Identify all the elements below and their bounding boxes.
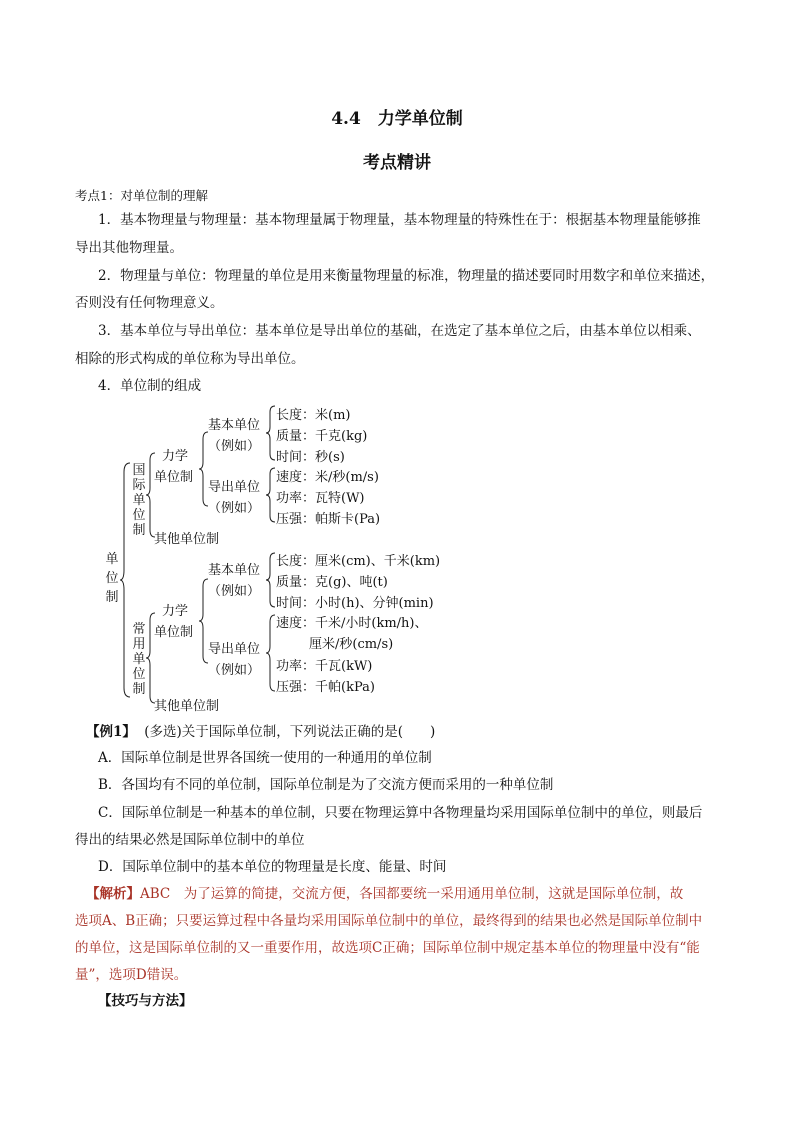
common-base-mass: 质量：克(g)、吨(t) [276,575,388,590]
paragraph-3-line-1: 3．基本单位与导出单位：基本单位是导出单位的基础，在选定了基本单位之后，由基本单位以相乘、 [98,323,701,339]
tree-intl-label [131,463,147,538]
paragraph-4: 4．单位制的组成 [98,378,202,394]
intl-other: 其他单位制 [154,532,220,547]
intl-base-time: 时间：秒(s) [276,450,345,465]
tree-root-char: 制 [105,590,119,605]
analysis-line-3: 的单位，这是国际单位制的又一重要作用，故选项C正确；国际单位制中规定基本单位的物理量中没有“能 [75,940,700,956]
common-mech-line-2: 单位制 [154,625,194,640]
common-derived-speed-2: 厘米/秒(cm/s) [309,637,394,652]
paragraph-3-line-2: 相除的形式构成的单位称为导出单位。 [75,351,305,367]
intl-base-example: （例如） [208,439,261,454]
analysis-line-1 [86,884,683,904]
page-subtitle: 考点精讲 [363,153,431,173]
tree-intl-char: 国 [132,463,146,478]
intl-base-mass: 质量：千克(kg) [276,429,368,444]
common-base-time: 时间：小时(h)、分钟(min) [276,596,434,611]
analysis-text-1: ABC 为了运算的简捷，交流方便，各国都要统一采用通用单位制，这就是国际单位制，故 [140,886,684,902]
common-derived-brace [266,614,276,692]
tree-common-char: 用 [132,637,146,652]
tree-intl-char: 际 [132,478,146,493]
paragraph-2-line-1: 2．物理量与单位：物理量的单位是用来衡量物理量的标准，物理量的描述要同时用数字和单位来描述， [98,268,715,284]
intl-brace [146,452,156,538]
tree-root-char: 位 [105,571,119,586]
common-other: 其他单位制 [154,699,220,714]
tips-label: 【技巧与方法】 [98,993,193,1009]
intl-derived-speed: 速度：米/秒(m/s) [276,470,379,485]
intl-derived-power: 功率：瓦特(W) [276,491,365,506]
tree-root-label [104,552,120,605]
common-base-title: 基本单位 [208,563,261,578]
example-question: (多选)关于国际单位制，下列说法正确的是( ) [144,724,436,740]
tree-common-char: 常 [132,622,146,637]
paragraph-1-line-1: 1．基本物理量与物理量：基本物理量属于物理量，基本物理量的特殊性在于：根据基本物理量能够推 [98,212,701,228]
tree-common-char: 位 [132,667,146,682]
option-a: A．国际单位制是世界各国统一使用的一种通用的单位制 [98,750,432,766]
intl-derived-example: （例如） [208,501,261,516]
common-base-length: 长度：厘米(cm)、千米(km) [276,554,441,569]
common-derived-power: 功率：千瓦(kW) [276,659,373,674]
intl-derived-brace [266,467,276,523]
common-base-brace [266,552,276,608]
tree-root-char: 单 [105,552,119,567]
intl-mech-line-1: 力学 [161,449,188,464]
common-derived-example: （例如） [208,663,261,678]
common-derived-title: 导出单位 [208,642,261,657]
common-base-example: （例如） [208,584,261,599]
intl-base-length: 长度：米(m) [276,408,351,423]
page-title: 4.4 力学单位制 [331,109,463,129]
option-c-line-2: 得出的结果必然是国际单位制中的单位 [75,832,305,848]
example-label: 【例1】 [86,724,136,740]
option-b: B．各国均有不同的单位制，国际单位制是为了交流方便而采用的一种单位制 [98,777,554,793]
intl-base-title: 基本单位 [208,418,261,433]
analysis-label: 【解析】 [86,886,140,902]
tree-common-char: 单 [132,652,146,667]
tree-common-char: 制 [132,682,146,697]
analysis-line-2: 选项A、B正确；只要运算过程中各量均采用国际单位制中的单位，最终得到的结果也必然是国际单位制中 [75,913,703,929]
analysis-line-4: 量”，选项D错误。 [75,967,188,983]
tree-common-label [131,622,147,697]
common-mech-line-1: 力学 [161,604,188,619]
tree-intl-char: 制 [132,523,146,538]
common-derived-speed: 速度：千米/小时(km/h)、 [276,616,428,631]
option-d: D．国际单位制中的基本单位的物理量是长度、能量、时间 [98,859,447,875]
paragraph-1-line-2: 导出其他物理量。 [75,240,183,256]
intl-mech-line-2: 单位制 [154,470,194,485]
option-c-line-1: C．国际单位制是一种基本的单位制，只要在物理运算中各物理量均采用国际单位制中的单位，则最后 [98,805,703,821]
common-derived-pressure: 压强：千帕(kPa) [276,680,375,695]
intl-derived-title: 导出单位 [208,480,261,495]
tree-intl-char: 位 [132,508,146,523]
tree-intl-char: 单 [132,493,146,508]
example-question-line [86,722,435,742]
paragraph-2-line-2: 否则没有任何物理意义。 [75,295,224,311]
section-heading: 考点1：对单位制的理解 [75,188,208,203]
intl-base-brace [266,405,276,461]
intl-derived-pressure: 压强：帕斯卡(Pa) [276,512,381,527]
